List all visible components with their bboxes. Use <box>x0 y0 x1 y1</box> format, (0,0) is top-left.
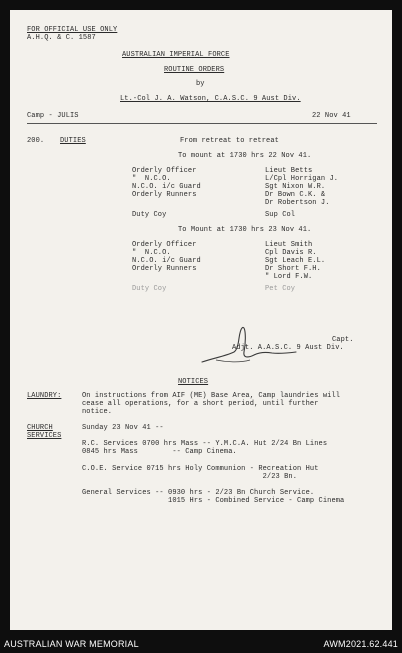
duty-name: L/Cpl Horrigan J. <box>265 175 339 183</box>
duty-role: Duty Coy <box>132 211 167 219</box>
issuing-officer: Lt.-Col J. A. Watson, C.A.S.C. 9 Aust Div. <box>120 95 301 103</box>
duty-name: Dr Bown C.K. & <box>265 191 326 199</box>
duty-name: Cpl Davis R. <box>265 249 317 257</box>
duty-name: Sup Col <box>265 211 296 219</box>
duty-name: Dr Robertson J. <box>265 199 330 207</box>
signatory-title: Adjt. A.A.S.C. 9 Aust Div. <box>232 344 344 352</box>
duty-role: Orderly Runners <box>132 265 197 273</box>
order-number: 200. <box>27 137 45 145</box>
duty-name: Pet Coy <box>265 285 296 293</box>
duty-name: Dr Short F.H. <box>265 265 321 273</box>
reference-number: A.H.Q. & C. 1587 <box>27 34 96 42</box>
duty-name: Sgt Leach E.L. <box>265 257 326 265</box>
duty-name: " Lord F.W. <box>265 273 313 281</box>
duties-heading: DUTIES <box>60 137 86 145</box>
duty-role: " N.C.O. <box>132 249 171 257</box>
duty-name: Lieut Betts <box>265 167 313 175</box>
duty-role: " N.C.O. <box>132 175 171 183</box>
sunday-line: Sunday 23 Nov 41 -- <box>82 424 164 432</box>
camp-location: Camp - JULIS <box>27 112 79 120</box>
signatory-rank: Capt. <box>332 336 354 344</box>
duty-role: Orderly Officer <box>132 167 197 175</box>
duty-role: Orderly Officer <box>132 241 197 249</box>
laundry-line: notice. <box>82 408 113 416</box>
coe-service-line: C.O.E. Service 0715 hrs Holy Communion - Recreation Hut <box>82 465 319 473</box>
rc-service-line: 0845 hrs Mass -- Camp Cinema. <box>82 448 237 456</box>
laundry-line: On instructions from AIF (ME) Base Area, Camp laundries will <box>82 392 341 400</box>
duties-subtitle: From retreat to retreat <box>180 137 279 145</box>
footer-institution: AUSTRALIAN WAR MEMORIAL <box>4 639 139 649</box>
mount-line-1: To mount at 1730 hrs 22 Nov 41. <box>178 152 312 160</box>
duty-name: Lieut Smith <box>265 241 313 249</box>
duty-role: N.C.O. i/c Guard <box>132 183 201 191</box>
classification-label: FOR OFFICIAL USE ONLY <box>27 26 118 34</box>
laundry-label: LAUNDRY: <box>27 392 62 400</box>
general-service-line: 1015 Hrs - Combined Service - Camp Cinema <box>82 497 345 505</box>
force-heading: AUSTRALIAN IMPERIAL FORCE <box>122 51 230 59</box>
duty-role: N.C.O. i/c Guard <box>132 257 201 265</box>
order-date: 22 Nov 41 <box>312 112 351 120</box>
notices-heading: NOTICES <box>178 378 209 386</box>
rc-service-line: R.C. Services 0700 hrs Mass -- Y.M.C.A. Hut 2/24 Bn Lines <box>82 440 328 448</box>
laundry-line: cease all operations, for a short period, until further <box>82 400 319 408</box>
duty-role: Duty Coy <box>132 285 167 293</box>
coe-service-line: 2/23 Bn. <box>82 473 298 481</box>
services-label: SERVICES <box>27 432 62 440</box>
church-label: CHURCH <box>27 424 53 432</box>
duty-role: Orderly Runners <box>132 191 197 199</box>
document-title: ROUTINE ORDERS <box>164 66 225 74</box>
document-page <box>10 10 392 630</box>
mount-line-2: To Mount at 1730 hrs 23 Nov 41. <box>178 226 312 234</box>
general-service-line: General Services -- 0930 hrs - 2/23 Bn Church Service. <box>82 489 315 497</box>
by-text: by <box>196 80 205 88</box>
duty-name: Sgt Nixon W.R. <box>265 183 326 191</box>
header-divider <box>27 123 377 124</box>
footer-accession-number: AWM2021.62.441 <box>323 639 398 649</box>
